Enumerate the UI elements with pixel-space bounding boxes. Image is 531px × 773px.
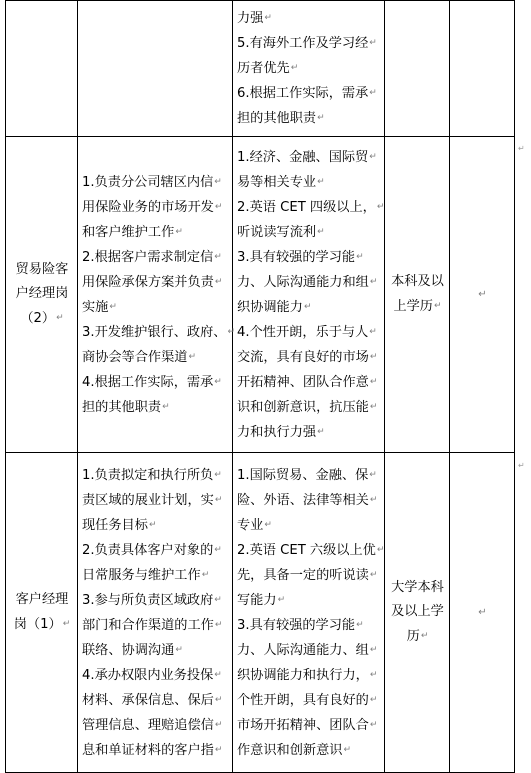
education-line-text: 本科及以 [391,274,444,289]
duty-line [82,713,229,738]
requirement-line-text: 1.国际贸易、金融、保 [237,467,369,483]
paragraph-mark: ↵ [214,251,222,262]
table-body [6,1,515,773]
paragraph-mark: ↵ [369,38,377,48]
duty-line-text: 担的其他职责 [82,399,162,415]
position-line-text: 贸易险客 [15,262,69,277]
paragraph-mark: ↵ [369,276,378,287]
requirement-line [237,663,381,688]
duties-cell [78,137,236,453]
education-line [389,576,446,600]
duties-cell [78,453,233,773]
duty-line-text: 用保险业务的市场开发 [82,199,214,215]
position-line-text: 客户经理 [15,592,69,607]
paragraph-mark: ↵ [214,494,223,505]
requirement-line [237,463,381,488]
requirement-line [237,295,381,320]
position-cell [6,1,78,137]
requirement-line [237,81,381,106]
requirement-line-text: 担的其他职责 [237,111,317,126]
duty-line-text: 商协会等合作渠道 [82,349,188,365]
requirement-line-text: 力和执行力强 [237,424,317,440]
requirement-line [237,488,381,513]
requirement-line [237,395,381,420]
duty-line [82,563,229,588]
duty-line-text: 和客户维护工作 [82,224,175,240]
requirement-line-text: 2.英语 CET 六级以上优 [237,542,376,558]
duty-line [82,295,229,320]
paragraph-mark: ↵ [214,669,222,680]
requirement-line [237,563,381,588]
paragraph-mark: ↵ [369,494,378,505]
paragraph-mark: ↵ [369,351,378,362]
requirement-line-text: 力强 [237,11,264,26]
duty-line-text: 材料、承保信息、保后 [82,692,214,708]
requirement-line [237,345,381,370]
requirement-line-text: 1.经济、金融、国际贸 [237,149,369,165]
table-row [6,137,515,453]
requirement-line [237,31,381,56]
paragraph-mark: ↵ [369,326,377,337]
job-requirements-table [5,0,515,773]
duty-line [82,738,229,763]
duty-line [82,638,229,663]
duty-line-text: 管理信息、理赔追偿信 [82,717,214,733]
requirement-line-text: 开拓精神、团队合作意 [237,374,369,390]
position-line [10,258,74,282]
paragraph-mark: ↵ [264,13,272,23]
requirement-line-text: 6.根据工作实际，需承 [237,86,369,101]
duty-line [82,688,229,713]
education-line-text: 大学本科 [391,580,444,595]
requirement-line-text: 力、人际沟通能力和组 [237,274,369,290]
duty-line [82,270,229,295]
paragraph-mark: ↵ [434,301,442,311]
paragraph-mark: ↵ [369,151,377,162]
requirements-cell [233,137,385,453]
requirement-line [237,6,381,31]
paragraph-mark: ↵ [214,744,223,755]
position-line [10,612,74,637]
education-cell [385,453,450,773]
requirement-line [237,513,381,538]
education-cell [385,137,450,453]
paragraph-mark: ↵ [214,376,222,387]
education-line [389,624,446,649]
paragraph-mark: ↵ [420,631,429,641]
duty-line-text: 2.负责具体客户对象的 [82,542,214,558]
position-line-text: 户经理岗 [15,286,69,301]
requirement-line-text: 易等相关专业 [237,174,317,190]
requirement-line [237,688,381,713]
position-line [10,282,74,306]
duty-line-text: 用保险承保方案并负责 [82,274,214,290]
paragraph-mark: ↵ [369,569,378,580]
paragraph-mark: ↵ [356,619,364,630]
paragraph-mark: ↵ [227,326,236,337]
paragraph-mark: ↵ [214,176,222,187]
requirement-line [237,370,381,395]
education-line-text: 历 [406,629,420,644]
duty-line-text: 实施 [82,299,109,315]
duty-line-text: 息和单证材料的客户指 [82,742,214,758]
row-end-marker: ↵ [518,144,525,153]
paragraph-mark: ↵ [175,226,183,237]
paragraph-mark: ↵ [303,301,312,312]
paragraph-mark: ↵ [369,719,378,730]
requirement-line [237,613,381,638]
paragraph-mark: ↵ [214,719,223,730]
duty-line-text: 部门和合作渠道的工作 [82,617,214,633]
duty-line-text: 1.负责分公司辖区内信 [82,174,214,190]
paragraph-mark: ↵ [214,469,222,480]
duties-cell [78,1,233,137]
requirement-line [237,420,381,445]
requirement-line-text: 织协调能力和执行力， [237,667,369,683]
requirement-line-text: 交流，具有良好的市场 [237,349,369,365]
requirement-line-text: 3.具有较强的学习能 [237,617,356,633]
paragraph-mark: ↵ [290,63,299,73]
remark-cell [450,137,515,453]
requirement-line-text: 3.具有较强的学习能 [237,249,356,265]
requirement-line [237,220,381,245]
requirement-line [237,320,381,345]
paragraph-mark: ↵ [343,744,352,755]
duty-line [82,370,229,395]
requirement-line [237,638,381,663]
paragraph-mark: ↵ [356,251,364,262]
duty-line-text: 1.负责拟定和执行所负 [82,467,214,483]
duty-line [82,488,229,513]
education-line [389,600,446,624]
paragraph-mark: ↵ [109,301,117,312]
duty-line [82,538,229,563]
duty-line [82,320,236,345]
duty-line-text: 4.根据工作实际，需承 [82,374,214,390]
paragraph-mark: ↵ [317,226,325,237]
paragraph-mark: ↵ [148,519,157,530]
requirement-line-text: 力、人际沟通能力、组 [237,642,369,658]
duty-line [82,395,229,420]
paragraph-mark: ↵ [478,289,487,300]
requirement-line [237,738,381,763]
duty-line [82,220,229,245]
paragraph-mark: ↵ [478,607,487,618]
duty-line-text: 联络、协调沟通 [82,642,175,658]
position-line-text: 岗（1） [13,617,62,632]
paragraph-mark: ↵ [369,644,378,655]
paragraph-mark: ↵ [214,276,223,287]
requirement-line [237,270,381,295]
requirement-line [237,170,381,195]
duty-line [82,588,229,613]
paragraph-mark: ↵ [214,201,223,212]
duty-line-text: 2.根据客户需求制定信 [82,249,214,265]
duty-line [82,195,229,220]
paragraph-mark: ↵ [369,669,378,680]
paragraph-mark: ↵ [369,401,378,412]
row-end-marker: ↵ [518,461,525,470]
paragraph-mark: ↵ [369,694,378,705]
duty-line [82,245,229,270]
requirement-line-text: 2.英语 CET 四级以上， [237,199,376,215]
requirement-line-text: 专业 [237,517,264,533]
position-line [10,306,74,331]
duty-line [82,613,229,638]
paragraph-mark: ↵ [214,594,222,605]
paragraph-mark: ↵ [376,201,385,212]
paragraph-mark: ↵ [264,519,272,530]
duty-line-text: 现任务目标 [82,517,148,533]
paragraph-mark: ↵ [201,569,210,580]
requirement-line-text: 市场开拓精神、团队合 [237,717,369,733]
duty-line [82,663,229,688]
requirement-line [237,538,385,563]
paragraph-mark: ↵ [277,594,286,605]
duty-line-text: 3.开发维护银行、政府、 [82,324,227,340]
duty-line-text: 3.参与所负责区域政府 [82,592,214,608]
remark-cell [450,1,515,137]
requirement-line-text: 险、外语、法律等相关 [237,492,369,508]
requirement-line [237,195,385,220]
duty-line [82,513,229,538]
paragraph-mark: ↵ [369,376,378,387]
education-line [389,270,446,294]
requirement-line [237,56,381,81]
paragraph-mark: ↵ [62,619,71,629]
paragraph-mark: ↵ [56,313,64,323]
requirement-line [237,713,381,738]
paragraph-mark: ↵ [369,88,377,98]
education-cell [385,1,450,137]
requirement-line-text: 4.个性开朗，乐于与人 [237,324,369,340]
requirement-line-text: 作意识和创新意识 [237,742,343,758]
paragraph-mark: ↵ [317,113,325,123]
duty-line-text: 4.承办权限内业务投保 [82,667,214,683]
table-row [6,1,515,137]
position-cell [6,453,78,773]
paragraph-mark: ↵ [214,544,222,555]
paragraph-mark: ↵ [214,694,223,705]
paragraph-mark: ↵ [175,644,183,655]
education-line-text: 上学历 [393,299,433,314]
requirements-cell [233,453,385,773]
position-cell [6,137,78,453]
requirement-line-text: 个性开朗，具有良好的 [237,692,369,708]
requirements-cell [233,1,385,137]
requirement-line [237,145,381,170]
education-line-text: 及以上学 [391,604,444,619]
requirement-line [237,245,381,270]
duty-line-text: 日常服务与维护工作 [82,567,201,583]
requirement-line-text: 听说读写流利 [237,224,317,240]
duty-line-text: 责区域的展业计划，实 [82,492,214,508]
position-line [10,588,74,612]
remark-cell [450,453,515,773]
paragraph-mark: ↵ [317,176,325,187]
requirement-line-text: 识和创新意识，抗压能 [237,399,369,415]
requirement-line-text: 先，具备一定的听说读 [237,567,369,583]
requirement-line [237,588,381,613]
duty-line [82,463,229,488]
table-row [6,453,515,773]
paragraph-mark: ↵ [369,469,377,480]
education-line [389,294,446,319]
paragraph-mark: ↵ [376,544,385,555]
paragraph-mark: ↵ [188,351,197,362]
position-line-text: （2） [20,311,56,326]
requirement-line-text: 织协调能力 [237,299,303,315]
requirement-line-text: 历者优先 [237,61,290,76]
requirement-line-text: 写能力 [237,592,277,608]
duty-line [82,170,229,195]
duty-line [82,345,229,370]
requirement-line [237,106,381,131]
paragraph-mark: ↵ [162,401,170,412]
paragraph-mark: ↵ [214,619,223,630]
requirement-line-text: 5.有海外工作及学习经 [237,36,369,51]
paragraph-mark: ↵ [317,426,325,437]
